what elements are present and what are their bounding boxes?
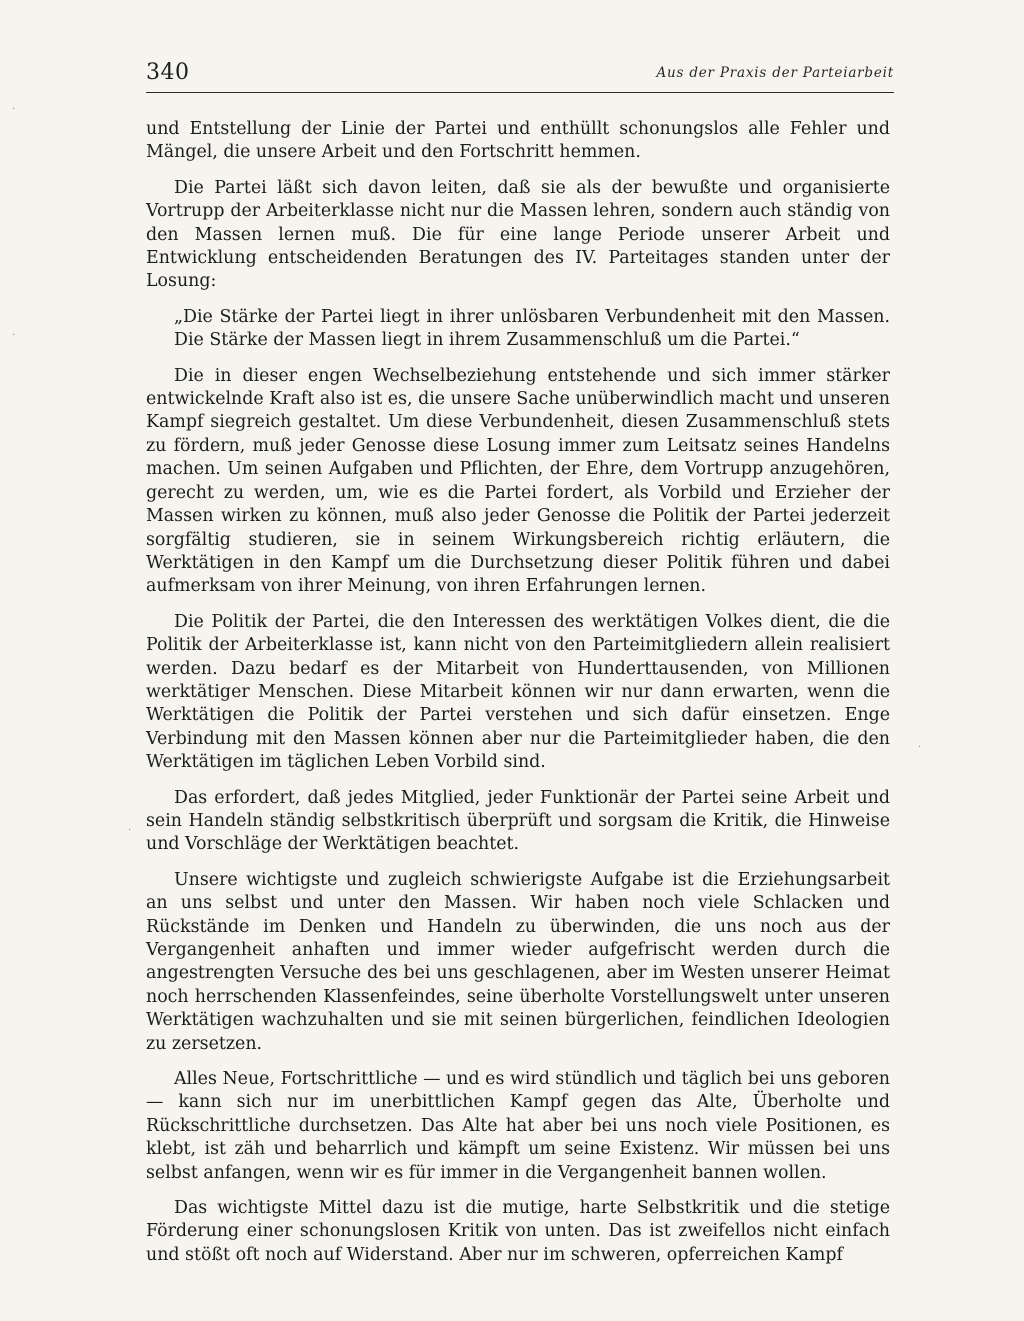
paragraph: Die in dieser engen Wechselbeziehung entstehende und sich immer stärker entwickelnde Kraft also ist es, die unsere Sache unüberwindlich macht und unseren Kampf siegreich gestaltet. Um diese Verbundenheit, diesen Zusammenschluß stets zu fördern, muß jeder Genosse diese Losung immer zum Leitsatz seines Handelns machen. Um seinen Aufgaben und Pflichten, der Ehre, dem Vortrupp anzugehören, gerecht zu werden, um, wie es die Partei fordert, als Vorbild und Erzieher der Massen wirken zu können, muß also jeder Genosse die Politik der Partei jederzeit sorgfältig studieren, sie in seinem Wirkungsbereich richtig erläutern, die Werktätigen in den Kampf um die Durchsetzung dieser Politik führen und dabei aufmerksam von ihrer Meinung, von ihren Erfahrungen lernen.	[146, 365, 890, 597]
paragraph: Das wichtigste Mittel dazu ist die mutige, harte Selbstkritik und die stetige Förderung einer schonungslosen Kritik von unten. Das ist zweifellos nicht einfach und stößt oft noch auf Widerstand. Aber nur im schweren, opferreichen Kampf	[146, 1198, 890, 1265]
paragraph: Das erfordert, daß jedes Mitglied, jeder Funktionär der Partei seine Arbeit und sein Handeln ständig selbstkritisch überprüft und sorgsam die Kritik, die Hinweise und Vorschläge der Werktätigen beachtet.	[146, 787, 890, 855]
paragraph: Alles Neue, Fortschrittliche — und es wird stündlich und täglich bei uns geboren — kann sich nur im unerbittlichen Kampf gegen das Alte, Überholte und Rückschrittliche durchsetzen. Das Alte hat aber bei uns noch viele Positionen, es klebt, ist zäh und beharrlich und kämpft um seine Existenz. Wir müssen bei uns selbst anfangen, wenn wir es für immer in die Vergangenheit bannen wollen.	[146, 1069, 890, 1183]
paragraph: Unsere wichtigste und zugleich schwierigste Aufgabe ist die Erziehungsarbeit an uns selbst und unter den Massen. Wir haben noch viele Schlacken und Rückstände im Denken und Handeln zu überwinden, die uns noch aus der Vergangenheit anhaften und immer wieder aufgefrischt werden durch die angestrengten Versuche des bei uns geschlagenen, aber im Westen unserer Heimat noch herrschenden Klassenfeindes, seine überholte Vorstellungswelt unter unseren Werktätigen wachzuhalten und sie mit seinen bürgerlichen, feindlichen Ideologien zu zersetzen.	[146, 869, 890, 1054]
header-rule	[146, 92, 894, 93]
running-head: Aus der Praxis der Parteiarbeit	[656, 65, 894, 81]
body-text	[146, 118, 890, 1279]
block-quote: „Die Stärke der Partei liegt in ihrer unlösbaren Verbundenheit mit den Massen. Die Stärke der Massen liegt in ihrem Zusammenschluß um die Partei.“	[174, 306, 890, 351]
scan-speck: ·	[12, 330, 16, 341]
paragraph: Die Partei läßt sich davon leiten, daß sie als der bewußte und organisierte Vortrupp der Arbeiterklasse nicht nur die Massen lehren, sondern auch ständig von den Massen lernen muß. Die für eine lange Periode unserer Arbeit und Entwicklung entscheidenden Beratungen des IV. Parteitages standen unter der Losung:	[146, 177, 890, 292]
scan-speck: .	[128, 822, 132, 833]
paragraph: Die Politik der Partei, die den Interessen des werktätigen Volkes dient, die die Politik der Arbeiterklasse ist, kann nicht von den Parteimitgliedern allein realisiert werden. Dazu bedarf es der Mitarbeit von Hunderttausenden, von Millionen werktätiger Menschen. Diese Mitarbeit können wir nur dann erwarten, wenn die Werktätigen die Politik der Partei verstehen und sich dafür einsetzen. Enge Verbindung mit den Massen können aber nur die Parteimitglieder haben, die den Werktätigen im täglichen Leben Vorbild sind.	[146, 611, 890, 773]
paragraph-continued: und Entstellung der Linie der Partei und enthüllt schonungslos alle Fehler und Mängel, die unsere Arbeit und den Fortschritt hemmen.	[146, 119, 890, 163]
page-header	[146, 60, 894, 90]
page-number: 340	[146, 60, 190, 85]
scan-speck: ·	[12, 104, 16, 115]
scan-speck: ·	[918, 742, 922, 753]
